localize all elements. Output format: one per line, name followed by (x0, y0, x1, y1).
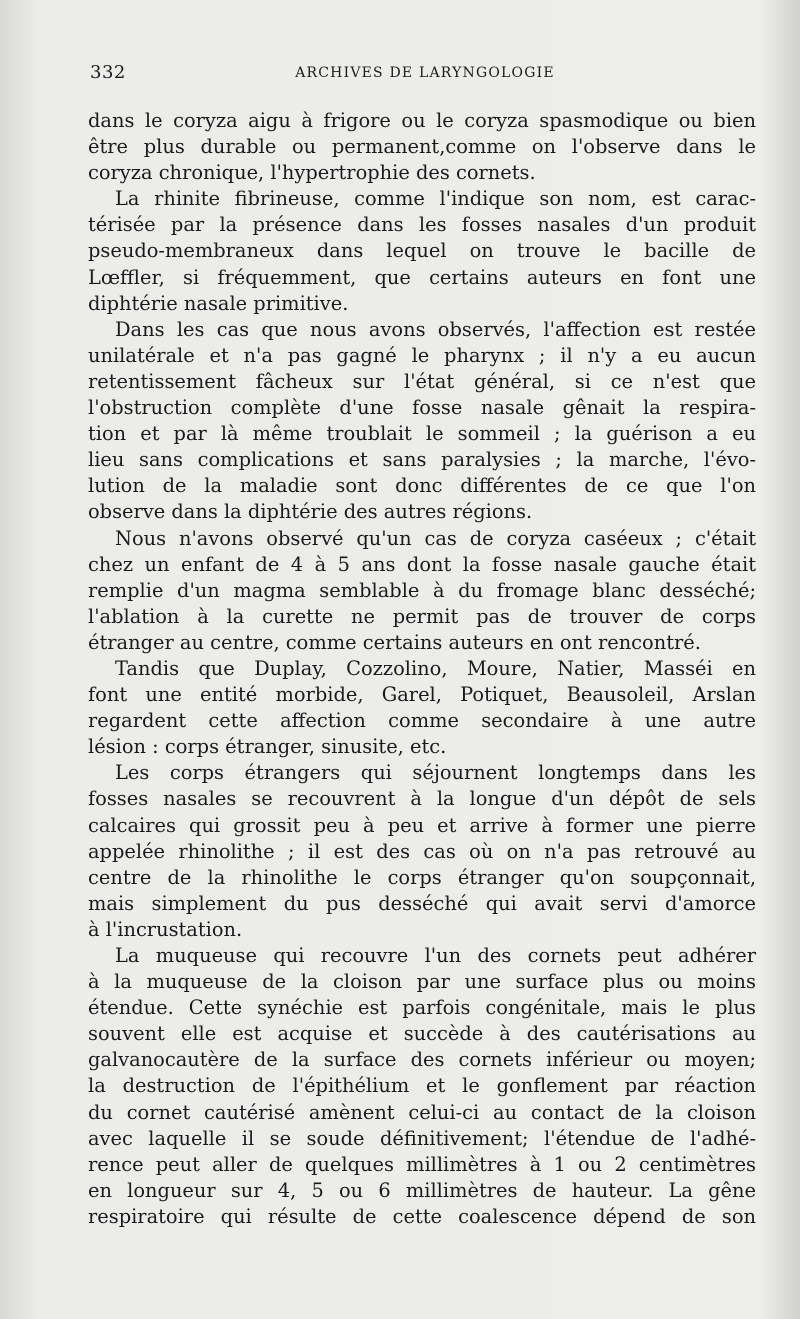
text-line: l'obstruction complète d'une fosse nasale gênait la respira- (88, 396, 756, 420)
text-line: unilatérale et n'a pas gagné le pharynx ; il n'y a eu aucun (88, 343, 756, 367)
text-line: la destruction de l'épithélium et le gonflement par réaction (88, 1074, 756, 1098)
text-line: remplie d'un magma semblable à du fromage blanc desséché; (88, 578, 756, 602)
text-line: étendue. Cette synéchie est parfois congénitale, mais le plus (88, 996, 756, 1020)
text-line: regardent cette affection comme secondaire à une autre (88, 709, 756, 733)
text-line: l'ablation à la curette ne permit pas de trouver de corps (88, 604, 756, 628)
text-line: pseudo-membraneux dans lequel on trouve le bacille de (88, 239, 756, 263)
text-line: galvanocautère de la surface des cornets inférieur ou moyen; (88, 1048, 756, 1072)
text-line: La muqueuse qui recouvre l'un des cornets peut adhérer (115, 944, 756, 967)
text-line: avec laquelle il se soude définitivement; l'étendue de l'adhé- (88, 1126, 756, 1150)
text-line: appelée rhinolithe ; il est des cas où on n'a pas retrouvé au (88, 839, 756, 863)
text-line: retentissement fâcheux sur l'état général, si ce n'est que (88, 369, 756, 393)
text-line: du cornet cautérisé amènent celui-ci au contact de la cloison (88, 1100, 756, 1124)
text-line: souvent elle est acquise et succède à des cautérisations au (88, 1022, 756, 1046)
text-line: La rhinite fibrineuse, comme l'indique son nom, est carac- (115, 187, 756, 211)
text-line: fosses nasales se recouvrent à la longue d'un dépôt de sels (88, 787, 756, 811)
text-line: centre de la rhinolithe le corps étranger qu'on soupçonnait, (88, 865, 756, 889)
text-line: à la muqueuse de la cloison par une surface plus ou moins (88, 970, 756, 994)
running-head: ARCHIVES DE LARYNGOLOGIE (295, 65, 555, 81)
text-line: Nous n'avons observé qu'un cas de coryza caséeux ; c'était (115, 526, 756, 550)
text-line: lution de la maladie sont donc différentes de ce que l'on (88, 474, 756, 498)
text-line: observe dans la diphtérie des autres régions. (88, 500, 533, 524)
text-line: tion et par là même troublait le sommeil ; la guérison a eu (88, 422, 756, 446)
page-header (90, 62, 760, 90)
text-line: Lœffler, si fréquemment, que certains auteurs en font une (88, 265, 756, 289)
text-line: font une entité morbide, Garel, Potiquet, Beausoleil, Arslan (88, 683, 756, 707)
page-number: 332 (90, 62, 126, 83)
text-line: calcaires qui grossit peu à peu et arrive à former une pierre (88, 813, 756, 837)
text-line: rence peut aller de quelques millimètres à 1 ou 2 centimètres (88, 1152, 756, 1176)
text-line: lésion : corps étranger, sinusite, etc. (88, 735, 447, 759)
text-line: à l'incrustation. (88, 917, 243, 941)
text-line: Dans les cas que nous avons observés, l'affection est restée (115, 317, 756, 341)
text-line: diphtérie nasale primitive. (88, 291, 349, 315)
text-line: respiratoire qui résulte de cette coalescence dépend de son (88, 1204, 756, 1228)
text-line: étranger au centre, comme certains auteurs en ont rencontré. (88, 630, 701, 654)
text-line: dans le coryza aigu à frigore ou le coryza spasmodique ou bien (88, 109, 756, 132)
text-line: Les corps étrangers qui séjournent longtemps dans les (115, 761, 756, 785)
text-line: térisée par la présence dans les fosses nasales d'un produit (88, 213, 756, 237)
text-line: mais simplement du pus desséché qui avait servi d'amorce (88, 891, 756, 915)
text-line: Tandis que Duplay, Cozzolino, Moure, Natier, Masséi en (115, 656, 756, 680)
text-line: en longueur sur 4, 5 ou 6 millimètres de hauteur. La gêne (88, 1178, 756, 1202)
body-text (88, 108, 756, 1230)
text-line: être plus durable ou permanent,comme on l'observe dans le (88, 135, 756, 159)
text-line: lieu sans complications et sans paralysies ; la marche, l'évo- (88, 448, 756, 472)
text-line: coryza chronique, l'hypertrophie des cornets. (88, 161, 536, 185)
text-line: chez un enfant de 4 à 5 ans dont la fosse nasale gauche était (88, 552, 756, 576)
